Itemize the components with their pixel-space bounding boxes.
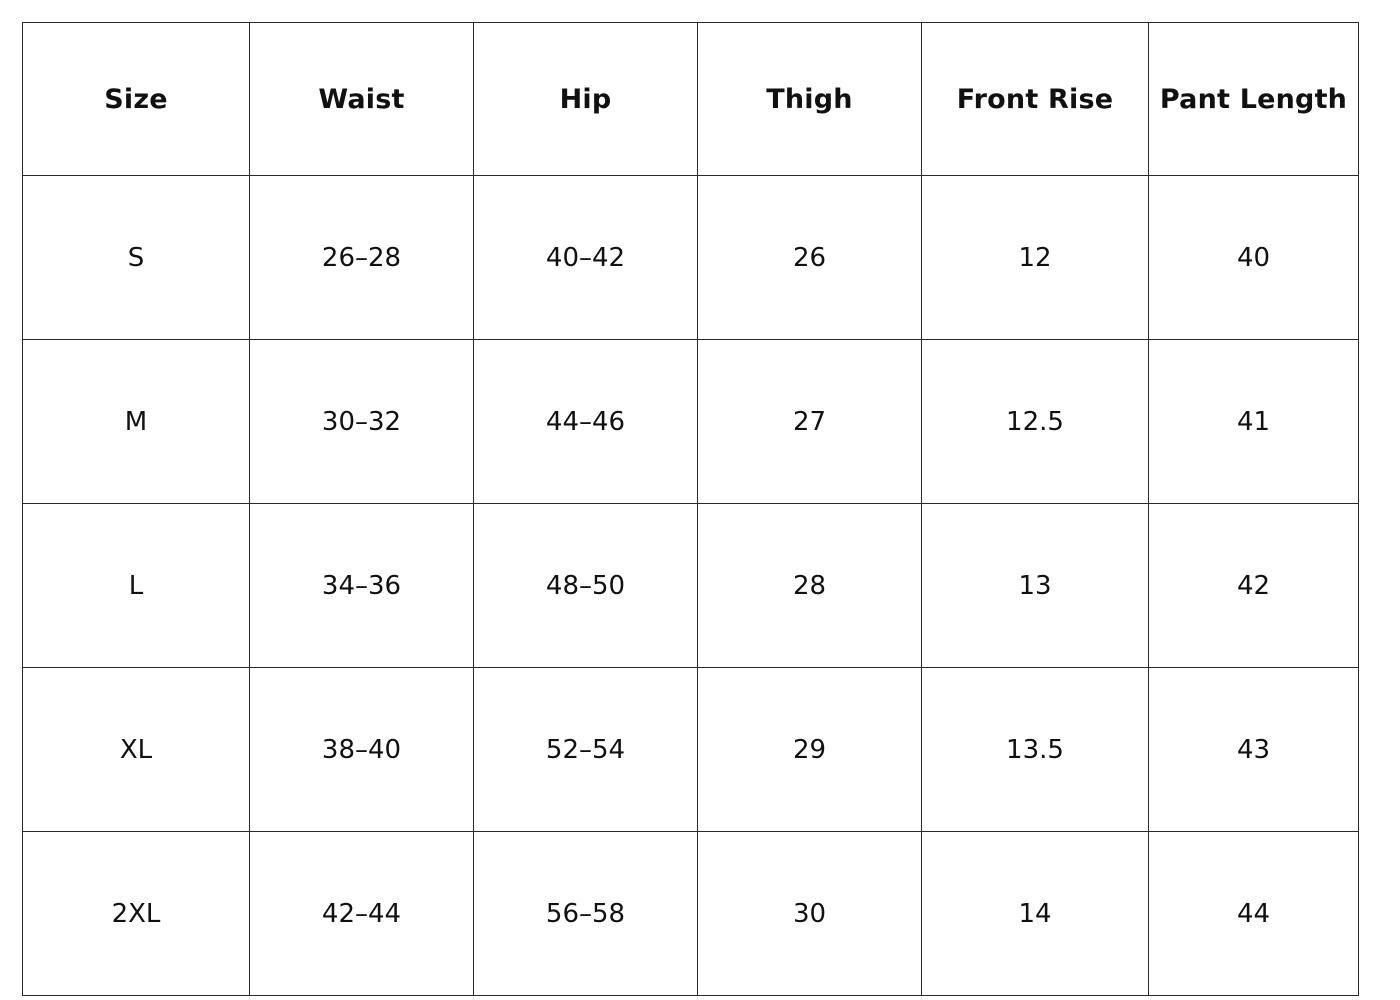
- cell-size: L: [23, 504, 250, 668]
- cell-size: S: [23, 176, 250, 340]
- cell-pant-length: 41: [1149, 340, 1359, 504]
- cell-hip: 48–50: [474, 504, 698, 668]
- cell-front-rise: 12: [922, 176, 1149, 340]
- table-header-row: [23, 23, 1359, 176]
- cell-thigh: 26: [698, 176, 922, 340]
- column-header-waist: Waist: [250, 23, 474, 176]
- cell-front-rise: 13: [922, 504, 1149, 668]
- cell-waist: 30–32: [250, 340, 474, 504]
- cell-hip: 40–42: [474, 176, 698, 340]
- column-header-front-rise: Front Rise: [922, 23, 1149, 176]
- cell-thigh: 27: [698, 340, 922, 504]
- size-chart-table: [22, 22, 1359, 996]
- table-row: [23, 176, 1359, 340]
- cell-waist: 26–28: [250, 176, 474, 340]
- cell-pant-length: 40: [1149, 176, 1359, 340]
- table-row: [23, 340, 1359, 504]
- cell-waist: 42–44: [250, 832, 474, 996]
- table-header: [23, 23, 1359, 176]
- cell-hip: 52–54: [474, 668, 698, 832]
- cell-front-rise: 14: [922, 832, 1149, 996]
- cell-pant-length: 43: [1149, 668, 1359, 832]
- cell-hip: 44–46: [474, 340, 698, 504]
- table-row: [23, 832, 1359, 996]
- cell-thigh: 28: [698, 504, 922, 668]
- cell-waist: 34–36: [250, 504, 474, 668]
- cell-pant-length: 44: [1149, 832, 1359, 996]
- cell-front-rise: 12.5: [922, 340, 1149, 504]
- cell-thigh: 30: [698, 832, 922, 996]
- cell-front-rise: 13.5: [922, 668, 1149, 832]
- cell-hip: 56–58: [474, 832, 698, 996]
- column-header-thigh: Thigh: [698, 23, 922, 176]
- cell-size: 2XL: [23, 832, 250, 996]
- cell-size: M: [23, 340, 250, 504]
- table-row: [23, 504, 1359, 668]
- column-header-hip: Hip: [474, 23, 698, 176]
- table-body: [23, 176, 1359, 996]
- column-header-pant-length: Pant Length: [1149, 23, 1359, 176]
- cell-waist: 38–40: [250, 668, 474, 832]
- column-header-size: Size: [23, 23, 250, 176]
- cell-pant-length: 42: [1149, 504, 1359, 668]
- table-row: [23, 668, 1359, 832]
- cell-size: XL: [23, 668, 250, 832]
- cell-thigh: 29: [698, 668, 922, 832]
